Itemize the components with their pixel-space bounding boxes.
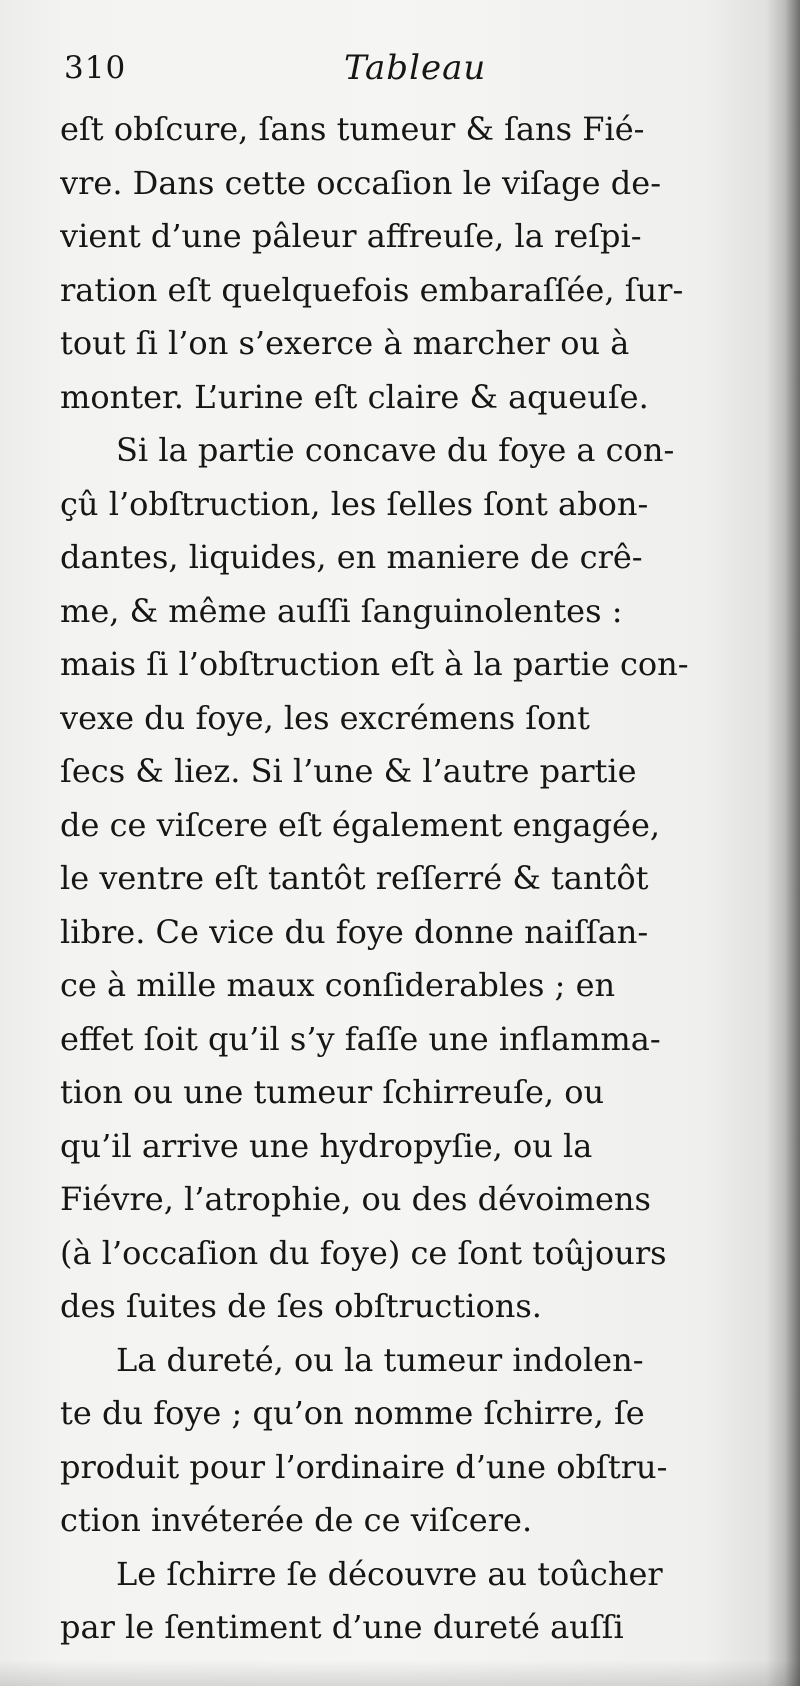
text-line: ce à mille maux conſiderables ; en — [60, 966, 616, 1004]
text-line: tion ou une tumeur ſchirreuſe, ou — [60, 1073, 605, 1111]
text-line: par le ſentiment d’une dureté auſſi — [60, 1608, 624, 1646]
text-line: monter. L’urine eſt claire & aqueuſe. — [60, 377, 649, 416]
page-header — [64, 48, 744, 98]
text-line: çû l’obſtruction, les ſelles ſont abon- — [60, 484, 649, 523]
paragraph-first-line: La dureté, ou la tumeur indolen- — [116, 1340, 644, 1379]
text-line: tout ſi l’on s’exerce à marcher ou à — [60, 324, 630, 362]
text-line: (à l’occaſion du foye) ce ſont toûjours — [60, 1233, 667, 1272]
paragraph-first-line: Le ſchirre ſe découvre au toûcher — [116, 1554, 663, 1593]
text-line: dantes, liquides, en maniere de crê- — [60, 538, 643, 576]
text-line: libre. Ce vice du foye donne naiſſan- — [60, 912, 649, 951]
running-title: Tableau — [344, 48, 487, 88]
text-line: te du foye ; qu’on nomme ſchirre, ſe — [60, 1394, 645, 1432]
text-line: qu’il arrive une hydropyſie, ou la — [60, 1126, 593, 1165]
text-line: ction invéterée de ce viſcere. — [60, 1501, 533, 1539]
text-line: vexe du foye, les excrémens ſont — [60, 698, 590, 737]
text-line: vre. Dans cette occaſion le viſage de- — [60, 163, 661, 202]
text-line: mais ſi l’obſtruction eſt à la partie con- — [60, 645, 689, 683]
text-line: des ſuites de ſes obſtructions. — [60, 1287, 542, 1325]
text-line: me, & même auſſi ſanguinolentes : — [60, 591, 623, 630]
text-line: ſecs & liez. Si l’une & l’autre partie — [60, 752, 637, 790]
page-gutter-shadow — [766, 0, 800, 1686]
text-line: vient d’une pâleur affreuſe, la reſpi- — [60, 217, 642, 255]
text-line: Fiévre, l’atrophie, ou des dévoimens — [60, 1180, 651, 1218]
page-bottom-edge — [0, 1660, 800, 1686]
text-line: ration eſt quelquefois embaraſſée, ſur- — [60, 270, 684, 309]
body-text — [60, 103, 750, 1655]
page-number: 310 — [64, 50, 127, 86]
paragraph-first-line: Si la partie concave du foye a con- — [116, 431, 675, 469]
text-line: eſt obſcure, ſans tumeur & ſans Fié- — [60, 110, 645, 148]
text-line: effet ſoit qu’il s’y faſſe une inflamma- — [60, 1019, 661, 1058]
text-line: de ce viſcere eſt également engagée, — [60, 805, 661, 844]
text-line: le ventre eſt tantôt reſſerré & tantôt — [60, 859, 649, 897]
text-line: produit pour l’ordinaire d’une obſtru- — [60, 1447, 668, 1486]
